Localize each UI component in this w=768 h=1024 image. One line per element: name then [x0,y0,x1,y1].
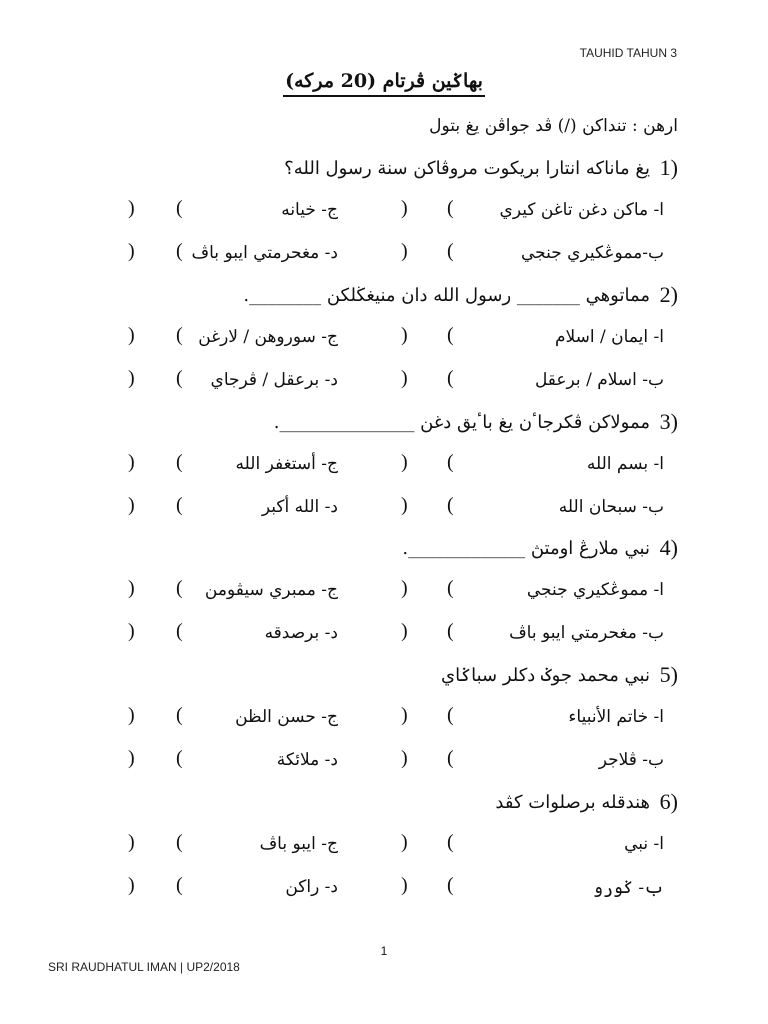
question-text: ممولاکن ڤکرجاٴن يغ باٴيق دغن _______________. [273,412,650,433]
question-text: هندقله برصلوات کڤد [495,792,650,813]
answer-bracket-close[interactable]: ) [128,620,135,642]
answer-bracket-open[interactable]: ( [447,451,454,473]
section-title [0,70,768,97]
answer-bracket-open[interactable]: ( [176,240,183,262]
answer-bracket-open[interactable]: ( [176,704,183,726]
answer-bracket-close[interactable]: ) [401,451,408,473]
answer-bracket-close[interactable]: ) [128,494,135,516]
answer-bracket-open[interactable]: ( [447,747,454,769]
option-right: ا- ايمان / اسلام [555,327,664,347]
option-right: ا- نبي [624,834,664,854]
question-text: نبي محمد جوݢ دکلر سباݢاي [440,665,650,686]
section-title-text: بهاݢين ڤرتام (20 مركه) [283,70,485,97]
answer-bracket-open[interactable]: ( [176,831,183,853]
answer-bracket-open[interactable]: ( [447,324,454,346]
option-right: ب- مغحرمتي ايبو باڤ [509,623,664,643]
option-left: د- برصدقه [264,623,338,643]
answer-bracket-open[interactable]: ( [176,577,183,599]
option-left: ج- أستغفر الله [235,454,338,474]
answer-bracket-close[interactable]: ) [401,747,408,769]
option-right: ب- ڤلاجر [598,750,664,770]
option-left: ج- ايبو باڤ [259,834,338,854]
answer-bracket-close[interactable]: ) [401,620,408,642]
option-right: ا- بسم الله [586,454,664,474]
answer-bracket-open[interactable]: ( [447,620,454,642]
answer-bracket-close[interactable]: ) [128,367,135,389]
option-right: ب- ݢورو [593,878,664,898]
answer-bracket-close[interactable]: ) [128,831,135,853]
answer-bracket-open[interactable]: ( [447,577,454,599]
answer-bracket-open[interactable]: ( [176,620,183,642]
answer-bracket-open[interactable]: ( [176,451,183,473]
option-right: ا- خاتم الأنبياء [568,707,664,727]
answer-bracket-close[interactable]: ) [401,494,408,516]
answer-bracket-open[interactable]: ( [447,704,454,726]
option-right: ب- اسلام / برعقل [534,370,664,390]
answer-bracket-open[interactable]: ( [447,367,454,389]
answer-bracket-close[interactable]: ) [128,577,135,599]
question-text: مماتوهي _______ رسول الله دان منيغڬلكن ________. [243,285,650,306]
question-number: 6) [659,789,678,814]
question-text: نبي ملارڠ اومتڽ _____________. [402,538,650,559]
answer-bracket-close[interactable]: ) [401,874,408,896]
answer-bracket-close[interactable]: ) [401,367,408,389]
option-right: ا- ماکن دغن تاغن کيري [499,200,664,220]
answer-bracket-open[interactable]: ( [447,874,454,896]
answer-bracket-open[interactable]: ( [176,874,183,896]
option-left: ج- ممبري سيڤومن [204,580,338,600]
footer-school: SRI RAUDHATUL IMAN | UP2/2018 [48,960,240,974]
option-left: د- الله أكبر [261,497,338,517]
answer-bracket-open[interactable]: ( [176,197,183,219]
question-number: 3) [659,409,678,434]
answer-bracket-open[interactable]: ( [447,197,454,219]
header-subject: TAUHID TAHUN 3 [579,46,677,60]
answer-bracket-close[interactable]: ) [128,747,135,769]
answer-bracket-close[interactable]: ) [401,240,408,262]
option-left: د- ملائكة [276,750,338,770]
option-left: د- مغحرمتي ايبو باڤ [191,243,338,263]
option-left: ج- حسن الظن [235,707,338,727]
answer-bracket-close[interactable]: ) [128,874,135,896]
question-number: 5) [659,662,678,687]
answer-bracket-open[interactable]: ( [176,324,183,346]
option-left: ج- خيانه [281,200,338,220]
answer-bracket-open[interactable]: ( [447,831,454,853]
answer-bracket-close[interactable]: ) [128,704,135,726]
question-number: 4) [659,535,678,560]
answer-bracket-close[interactable]: ) [401,577,408,599]
option-left: د- راکن [285,877,338,897]
answer-bracket-close[interactable]: ) [128,197,135,219]
option-right: ب- سبحان الله [558,497,664,517]
answer-bracket-open[interactable]: ( [447,240,454,262]
answer-bracket-close[interactable]: ) [401,831,408,853]
answer-bracket-close[interactable]: ) [128,240,135,262]
answer-bracket-close[interactable]: ) [128,324,135,346]
question-number: 2) [659,282,678,307]
option-right: ا- مموڠکيري جنجي [526,580,664,600]
question-text: يغ ماناكه انتارا بريكوت مروڤاكن سنة رسول الله؟ [284,158,650,179]
page-number: 1 [380,944,388,958]
answer-bracket-open[interactable]: ( [176,367,183,389]
answer-bracket-close[interactable]: ) [401,197,408,219]
option-left: د- برعقل / ڤرجاي [210,370,338,390]
answer-bracket-open[interactable]: ( [176,747,183,769]
option-left: ج- سوروهن / لارغن [198,327,338,347]
question-number: 1) [659,155,678,180]
answer-bracket-open[interactable]: ( [447,494,454,516]
answer-bracket-open[interactable]: ( [176,494,183,516]
answer-bracket-close[interactable]: ) [401,704,408,726]
answer-bracket-close[interactable]: ) [128,451,135,473]
instruction: ارهن : تنداکن (/) ڤد جواڤن يغ بتول [429,116,678,136]
option-right: ب-مموڠکيري جنجي [521,243,664,263]
answer-bracket-close[interactable]: ) [401,324,408,346]
